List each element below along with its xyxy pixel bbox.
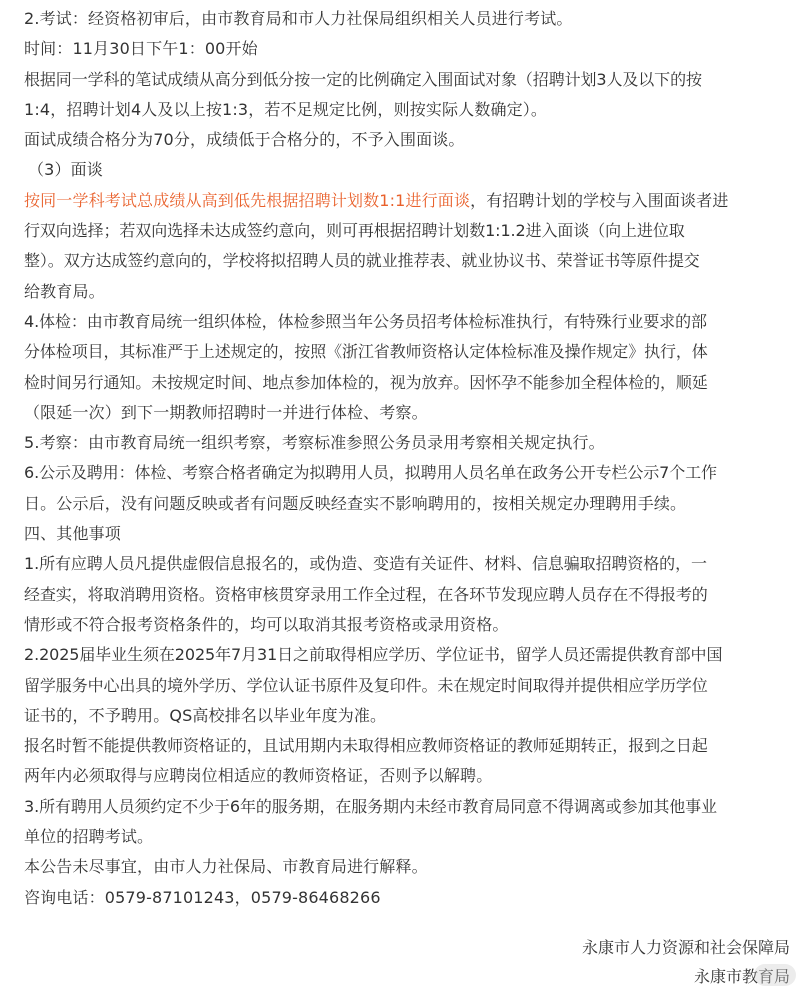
- physical-exam-line-4: （限延一次）到下一期教师招聘时一并进行体检、考察。: [24, 402, 428, 422]
- other-item-3-line-2: 单位的招聘考试。: [24, 827, 154, 847]
- announcement-body: [24, 4, 794, 913]
- other-item-1-line-3: 情形或不符合报考资格条件的，均可以取消其报考资格或录用资格。: [24, 614, 509, 634]
- exam-time: 时间：11月30日下午1：00开始: [24, 39, 258, 59]
- physical-exam-line-1: 4.体检：由市教育局统一组织体检，体检参照当年公务员招考体检标准执行，有特殊行业要求的部: [24, 311, 707, 331]
- section-heading-interview: （3）面谈: [28, 160, 103, 180]
- signature-hr-bureau: 永康市人力资源和社会保障局: [581, 938, 790, 957]
- interview-paragraph-line-2: 行双向选择；若双向选择未达成签约意向，则可再根据招聘计划数1:1.2进入面谈（向上进位取: [24, 221, 685, 241]
- signature-education-prefix: 永康: [693, 967, 726, 986]
- other-item-3-line-1: 3.所有聘用人员须约定不少于6年的服务期，在服务期内未经市教育局同意不得调离或参加其他事业: [24, 796, 717, 816]
- exam-ratio-line-2: 1:4，招聘计划4人及以上按1:3，若不足规定比例，则按实际人数确定）。: [24, 99, 548, 119]
- exam-ratio-line-1: 根据同一学科的笔试成绩从高分到低分按一定的比例确定入围面试对象（招聘计划3人及以下的按: [24, 69, 702, 89]
- interview-highlight-text: 按同一学科考试总成绩从高到低先根据招聘计划数1:1进行面谈: [24, 190, 471, 210]
- interview-paragraph-line-1: [24, 186, 794, 216]
- contact-phone: 咨询电话：0579-87101243，0579-86468266: [24, 887, 381, 907]
- other-item-2-line-2: 留学服务中心出具的境外学历、学位认证书原件及复印件。未在规定时间取得并提供相应学历学位: [24, 675, 708, 695]
- publicity-line-1: 6.公示及聘用：体检、考察合格者确定为拟聘用人员，拟聘用人员名单在政务公开专栏公示7个工作: [24, 463, 717, 483]
- interview-paragraph-line-4: 给教育局。: [24, 281, 105, 301]
- section-heading-other: 四、其他事项: [24, 524, 121, 544]
- teacher-cert-line-1: 报名时暂不能提供教师资格证的，且试用期内未取得相应教师资格证的教师延期转正，报到之日起: [24, 736, 708, 756]
- other-item-2-line-3: 证书的，不予聘用。QS高校排名以毕业年度为准。: [24, 705, 387, 725]
- interview-pass-score: 面试成绩合格分为70分，成绩低于合格分的，不予入围面谈。: [24, 130, 465, 150]
- teacher-cert-line-2: 两年内必须取得与应聘岗位相适应的教师资格证，否则予以解聘。: [24, 766, 493, 786]
- physical-exam-line-2: 分体检项目，其标准严于上述规定的，按照《浙江省教师资格认定体检标准及操作规定》执行，体: [24, 342, 708, 362]
- interview-paragraph-line-3: 整）。双方达成签约意向的，学校将拟招聘人员的就业推荐表、就业协议书、荣誉证书等原件提交: [24, 251, 700, 271]
- physical-exam-line-3: 检时间另行通知。未按规定时间、地点参加体检的，视为放弃。因怀孕不能参加全程体检的，顺延: [24, 372, 708, 392]
- signature-education-suffix: 市教育局: [725, 967, 790, 986]
- other-item-1-line-1: 1.所有应聘人员凡提供虚假信息报名的，或伪造、变造有关证件、材料、信息骗取招聘资格的，一: [24, 554, 707, 574]
- interview-rest-text: ，有招聘计划的学校与入围面谈者进: [470, 190, 729, 210]
- publicity-line-2: 日。公示后，没有问题反映或者有问题反映经查实不影响聘用的，按相关规定办理聘用手续。: [24, 493, 687, 513]
- other-item-2-line-1: 2.2025届毕业生须在2025年7月31日之前取得相应学历、学位证书，留学人员还需提供教育部中国: [24, 645, 723, 665]
- interpretation-note: 本公告未尽事宜，由市人力社保局、市教育局进行解释。: [24, 857, 428, 877]
- watermark-badge: [754, 964, 796, 986]
- inspection-paragraph: 5.考察：由市教育局统一组织考察，考察标准参照公务员录用考察相关规定执行。: [24, 433, 605, 453]
- exam-paragraph: 2.考试：经资格初审后，由市教育局和市人力社保局组织相关人员进行考试。: [24, 9, 573, 28]
- other-item-1-line-2: 经查实，将取消聘用资格。资格审核贯穿录用工作全过程，在各环节发现应聘人员存在不得报考的: [24, 584, 708, 604]
